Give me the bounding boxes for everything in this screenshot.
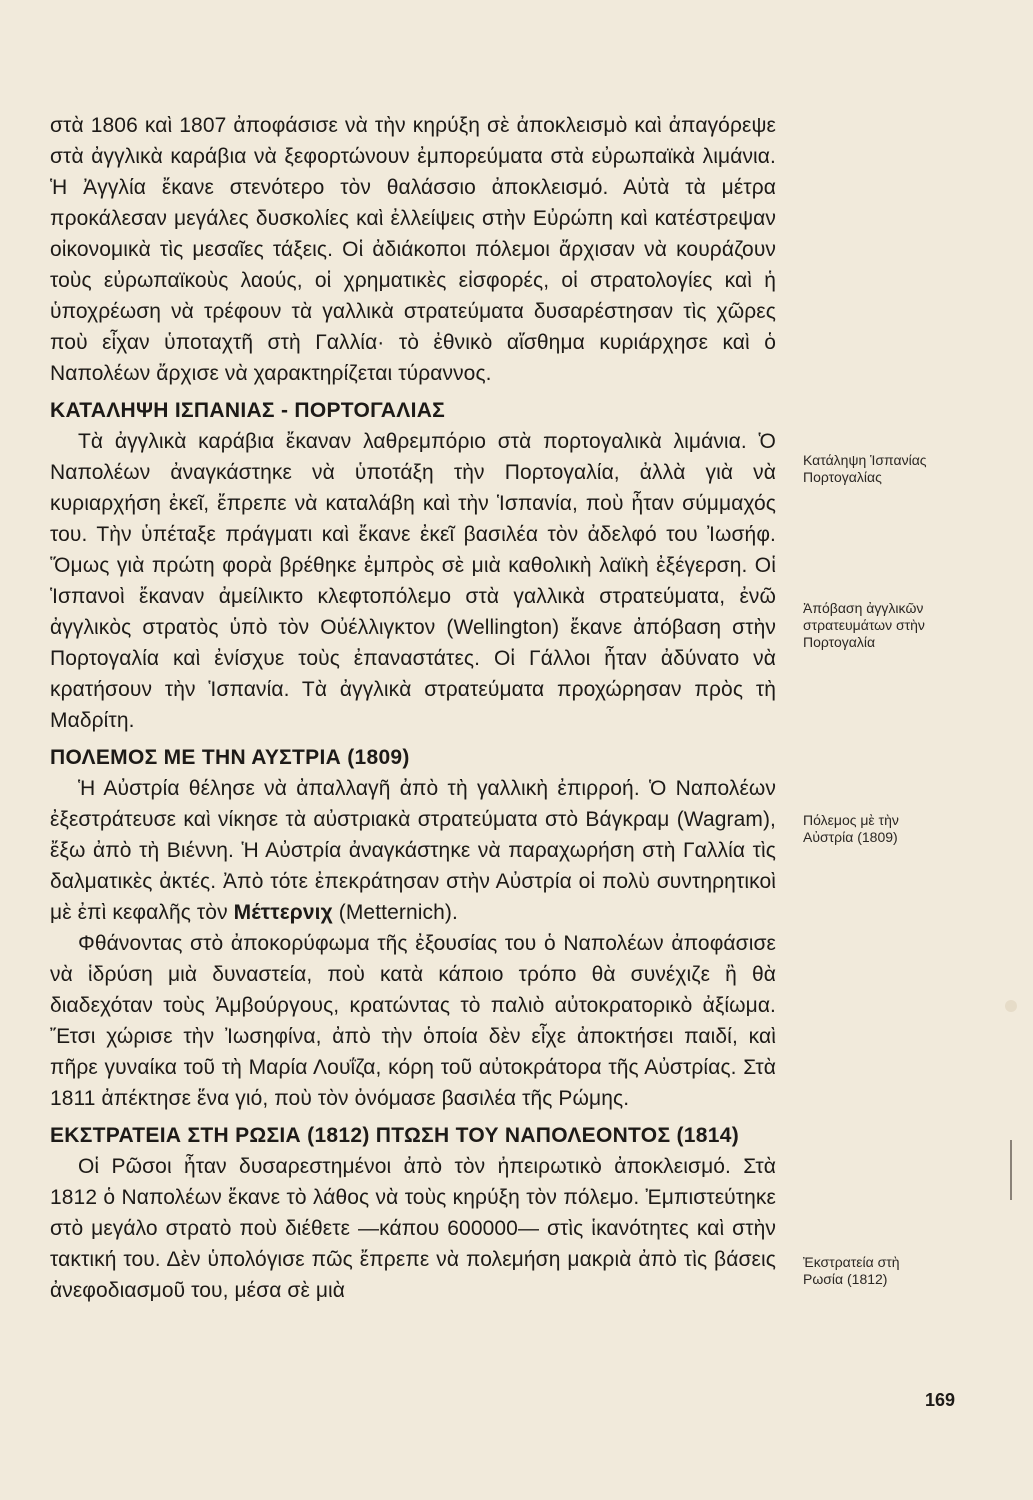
paragraph-war-austria-text: Ἡ Αὐστρία θέλησε νὰ ἀπαλλαγῆ ἀπὸ τὴ γαλλικὴ ἐπιρροή. Ὁ Ναπολέων ἐξεστράτευσε καὶ νίκησε τὰ αὐστριακὰ στρατεύματα στὸ Βάγκραμ (Wagram), ἔξω ἀπὸ τὴ Βιέννη. Ἡ Αὐστρία ἀναγκάστηκε νὰ παραχωρήση στὴ Γαλλία τὶς δαλματικὲς ἀκτές. Ἀπὸ τότε ἐπεκράτησαν στὴν Αὐστρία οἱ πολὺ συντηρητικοὶ μὲ ἐπὶ κεφαλῆς τὸν — [50, 777, 776, 924]
paragraph-continental-blockade: στὰ 1806 καὶ 1807 ἀποφάσισε νὰ τὴν κηρύξη σὲ ἀποκλεισμὸ καὶ ἀπαγόρεψε στὰ ἀγγλικὰ καράβια νὰ ξεφορτώνουν ἐμπορεύματα στὰ εὐρωπαϊκὰ λιμάνια. Ἡ Ἀγγλία ἔκανε στενότερο τὸν θαλάσσιο ἀποκλεισμό. Αὐτὰ τὰ μέτρα προκάλεσαν μεγάλες δυσκολίες καὶ ἐλλείψεις στὴν Εὐρώπη καὶ κατέστρεψαν οἰκονομικὰ τὶς μεσαῖες τάξεις. Οἱ ἀδιάκοποι πόλεμοι ἄρχισαν νὰ κουράζουν τοὺς εὐρωπαϊκοὺς λαούς, οἱ χρηματικὲς εἰσφορές, οἱ στρατολογίες καὶ ἡ ὑποχρέωση νὰ τρέφουν τὰ γαλλικὰ στρατεύματα δυσαρέστησαν τὶς χῶρες ποὺ εἶχαν ὑποταχτῆ στὴ Γαλλία· τὸ ἐθνικὸ αἴσθημα κυριάρχησε καὶ ὁ Ναπολέων ἄρχισε νὰ χαρακτηρίζεται τύραννος. — [50, 114, 776, 385]
margin-note-landing: Ἀπόβαση ἀγγλικῶν στρατευμάτων στὴν Πορτογαλία — [803, 600, 925, 650]
margin-note-russia: Ἐκστρατεία στὴ Ρωσία (1812) — [803, 1254, 900, 1287]
metternich-tail: (Metternich). — [332, 901, 458, 924]
page-number: 169 — [925, 1390, 956, 1410]
margin-note-austria: Πόλεμος μὲ τὴν Αὐστρία (1809) — [803, 812, 899, 845]
paragraph-russia-campaign: Οἱ Ρῶσοι ἦταν δυσαρεστημένοι ἀπὸ τὸν ἠπειρωτικὸ ἀποκλεισμό. Στὰ 1812 ὁ Ναπολέων ἔκανε τὸ λάθος νὰ τοὺς κηρύξη τὸν πόλεμο. Ἐμπιστεύτηκε στὸ μεγάλο στρατὸ ποὺ διέθετε —κάπου 600000— στὶς ἱκανότητες καὶ στὴν τακτική του. Δὲν ὑπολόγισε πῶς ἔπρεπε νὰ πολεμήση μακριὰ ἀπὸ τὶς βάσεις ἀνεφοδιασμοῦ του, μέσα σὲ μιὰ — [50, 1155, 776, 1302]
margin-note-spain: Κατάληψη Ἱσπανίας Πορτογαλίας — [803, 452, 927, 485]
paragraph-war-austria — [50, 773, 776, 928]
heading-spain-portugal: ΚΑΤΑΛΗΨΗ ΙΣΠΑΝΙΑΣ - ΠΟΡΤΟΓΑΛΙΑΣ — [50, 399, 446, 422]
paragraph-dynasty: Φθάνοντας στὸ ἀποκορύφωμα τῆς ἐξουσίας του ὁ Ναπολέων ἀποφάσισε νὰ ἱδρύση μιὰ δυναστεία, ποὺ κατὰ κάποιο τρόπο θὰ συνέχιζε ἢ θὰ διαδεχόταν τοὺς Ἀμβούργους, κρατώντας τὸ παλιὸ αὐτοκρατορικὸ ἀξίωμα. Ἔτσι χώρισε τὴν Ἰωσηφίνα, ἀπὸ τὴν ὁποία δὲν εἶχε ἀποκτήσει παιδί, καὶ πῆρε γυναίκα τοῦ τὴ Μαρία Λουΐζα, κόρη τοῦ αὐτοκράτορα τῆς Αὐστρίας. Στὰ 1811 ἀπέκτησε ἕνα γιό, ποὺ τὸν ὀνόμασε βασιλέα τῆς Ρώμης. — [50, 932, 776, 1110]
paper-spot — [1005, 1000, 1017, 1012]
paragraph-spain-portugal: Τὰ ἀγγλικὰ καράβια ἔκαναν λαθρεμπόριο στὰ πορτογαλικὰ λιμάνια. Ὁ Ναπολέων ἀναγκάστηκε νὰ ὑποτάξη τὴν Πορτογαλία, ἀλλὰ γιὰ νὰ κυριαρχήση ἐκεῖ, ἔπρεπε νὰ καταλάβη καὶ τὴν Ἱσπανία, ποὺ ἦταν σύμμαχός του. Τὴν ὑπέταξε πράγματι καὶ ἔκανε ἐκεῖ βασιλέα τὸν ἀδελφό του Ἰωσήφ. Ὅμως γιὰ πρώτη φορὰ βρέθηκε ἐμπρὸς σὲ μιὰ καθολικὴ λαϊκὴ ἐξέγερση. Οἱ Ἱσπανοὶ ἔκαναν ἀμείλικτο κλεφτοπόλεμο στὰ γαλλικὰ στρατεύματα, ἐνῶ ἀγγλικὸς στρατὸς ὑπὸ τὸν Οὐέλλιγκτον (Wellington) ἔκανε ἀπόβαση στὴν Πορτογαλία καὶ ἐνίσχυε τοὺς ἐπαναστάτες. Οἱ Γάλλοι ἦταν ἀδύνατο νὰ κρατήσουν τὴν Ἱσπανία. Τὰ ἀγγλικὰ στρατεύματα προχώρησαν πρὸς τὴ Μαδρίτη. — [50, 430, 776, 732]
paper-scratch-mark — [1010, 1140, 1012, 1200]
heading-russia-campaign: ΕΚΣΤΡΑΤΕΙΑ ΣΤΗ ΡΩΣΙΑ (1812) ΠΤΩΣΗ ΤΟΥ ΝΑΠΟΛΕΟΝΤΟΣ (1814) — [50, 1124, 739, 1147]
heading-war-austria: ΠΟΛΕΜΟΣ ΜΕ ΤΗΝ ΑΥΣΤΡΙΑ (1809) — [50, 746, 410, 769]
main-text-column — [50, 110, 776, 1306]
metternich-bold: Μέττερνιχ — [233, 901, 333, 924]
